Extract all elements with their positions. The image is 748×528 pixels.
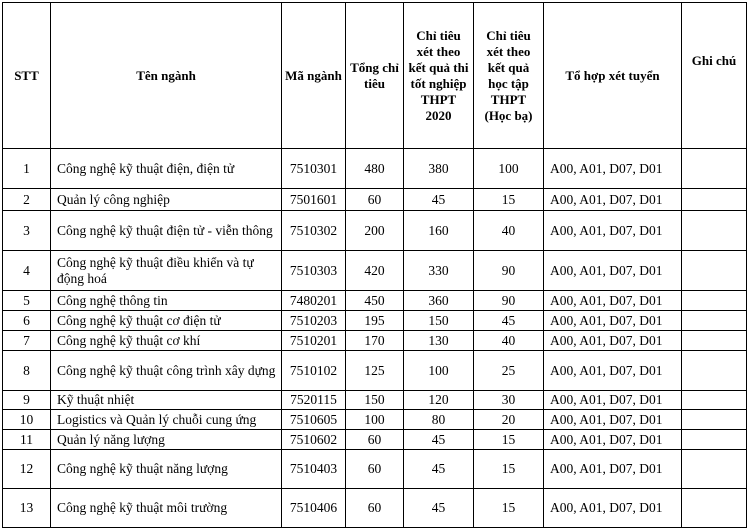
cell-note — [682, 291, 747, 311]
cell-hoc-ba-quota: 15 — [474, 430, 544, 450]
cell-major-name: Logistics và Quản lý chuỗi cung ứng — [51, 410, 282, 430]
table-row — [3, 211, 747, 251]
cell-stt: 10 — [3, 410, 51, 430]
cell-major-name: Công nghệ kỹ thuật điện tử - viễn thông — [51, 211, 282, 251]
cell-major-name: Công nghệ kỹ thuật điện, điện tử — [51, 149, 282, 189]
cell-total-quota: 60 — [346, 489, 404, 528]
cell-stt: 13 — [3, 489, 51, 528]
cell-major-name: Công nghệ kỹ thuật điều khiển và tự động hoá — [51, 251, 282, 291]
header-subject-combos: Tổ hợp xét tuyển — [544, 3, 682, 149]
cell-note — [682, 410, 747, 430]
table-row — [3, 331, 747, 351]
cell-note — [682, 251, 747, 291]
cell-major-name: Công nghệ kỹ thuật cơ khí — [51, 331, 282, 351]
table-row — [3, 311, 747, 331]
cell-thpt-exam-quota: 80 — [404, 410, 474, 430]
header-major-code: Mã ngành — [282, 3, 346, 149]
cell-thpt-exam-quota: 360 — [404, 291, 474, 311]
cell-subject-combos: A00, A01, D07, D01 — [544, 430, 682, 450]
header-hoc-ba-quota: Chỉ tiêu xét theo kết quả học tập THPT (Học bạ) — [474, 3, 544, 149]
cell-note — [682, 311, 747, 331]
cell-hoc-ba-quota: 100 — [474, 149, 544, 189]
cell-total-quota: 420 — [346, 251, 404, 291]
cell-hoc-ba-quota: 25 — [474, 351, 544, 391]
cell-major-code: 7510602 — [282, 430, 346, 450]
cell-hoc-ba-quota: 40 — [474, 211, 544, 251]
cell-note — [682, 450, 747, 489]
cell-note — [682, 351, 747, 391]
cell-major-name: Quản lý năng lượng — [51, 430, 282, 450]
cell-note — [682, 391, 747, 410]
cell-total-quota: 480 — [346, 149, 404, 189]
cell-subject-combos: A00, A01, D07, D01 — [544, 211, 682, 251]
cell-major-name: Quản lý công nghiệp — [51, 189, 282, 211]
cell-subject-combos: A00, A01, D07, D01 — [544, 291, 682, 311]
cell-hoc-ba-quota: 45 — [474, 311, 544, 331]
cell-major-name: Công nghệ thông tin — [51, 291, 282, 311]
cell-major-code: 7510302 — [282, 211, 346, 251]
header-major-name: Tên ngành — [51, 3, 282, 149]
cell-major-code: 7510201 — [282, 331, 346, 351]
cell-subject-combos: A00, A01, D07, D01 — [544, 189, 682, 211]
cell-total-quota: 60 — [346, 189, 404, 211]
cell-major-name: Công nghệ kỹ thuật cơ điện tử — [51, 311, 282, 331]
cell-stt: 7 — [3, 331, 51, 351]
cell-subject-combos: A00, A01, D07, D01 — [544, 351, 682, 391]
cell-note — [682, 189, 747, 211]
cell-stt: 8 — [3, 351, 51, 391]
cell-hoc-ba-quota: 90 — [474, 291, 544, 311]
cell-thpt-exam-quota: 380 — [404, 149, 474, 189]
cell-thpt-exam-quota: 160 — [404, 211, 474, 251]
cell-major-code: 7520115 — [282, 391, 346, 410]
cell-thpt-exam-quota: 45 — [404, 489, 474, 528]
cell-major-code: 7501601 — [282, 189, 346, 211]
cell-stt: 6 — [3, 311, 51, 331]
cell-stt: 11 — [3, 430, 51, 450]
header-row — [3, 3, 747, 149]
table-row — [3, 149, 747, 189]
cell-hoc-ba-quota: 15 — [474, 450, 544, 489]
header-note: Ghi chú — [682, 3, 747, 149]
cell-total-quota: 100 — [346, 410, 404, 430]
cell-major-name: Kỹ thuật nhiệt — [51, 391, 282, 410]
admission-quota-table — [2, 2, 747, 528]
cell-major-code: 7510406 — [282, 489, 346, 528]
cell-total-quota: 200 — [346, 211, 404, 251]
cell-stt: 1 — [3, 149, 51, 189]
cell-total-quota: 125 — [346, 351, 404, 391]
cell-hoc-ba-quota: 40 — [474, 331, 544, 351]
cell-major-name: Công nghệ kỹ thuật công trình xây dựng — [51, 351, 282, 391]
cell-thpt-exam-quota: 130 — [404, 331, 474, 351]
table-row — [3, 450, 747, 489]
table-row — [3, 430, 747, 450]
cell-stt: 4 — [3, 251, 51, 291]
cell-major-code: 7510303 — [282, 251, 346, 291]
cell-thpt-exam-quota: 330 — [404, 251, 474, 291]
cell-stt: 2 — [3, 189, 51, 211]
cell-thpt-exam-quota: 45 — [404, 430, 474, 450]
cell-major-code: 7510605 — [282, 410, 346, 430]
cell-subject-combos: A00, A01, D07, D01 — [544, 450, 682, 489]
header-thpt-exam-quota: Chỉ tiêu xét theo kết quả thi tốt nghiệp THPT 2020 — [404, 3, 474, 149]
table-row — [3, 410, 747, 430]
cell-subject-combos: A00, A01, D07, D01 — [544, 311, 682, 331]
cell-total-quota: 450 — [346, 291, 404, 311]
cell-note — [682, 430, 747, 450]
cell-subject-combos: A00, A01, D07, D01 — [544, 331, 682, 351]
cell-hoc-ba-quota: 15 — [474, 489, 544, 528]
cell-major-code: 7510102 — [282, 351, 346, 391]
cell-major-code: 7510301 — [282, 149, 346, 189]
table-row — [3, 391, 747, 410]
cell-thpt-exam-quota: 100 — [404, 351, 474, 391]
table-row — [3, 251, 747, 291]
header-total-quota: Tổng chỉ tiêu — [346, 3, 404, 149]
cell-thpt-exam-quota: 45 — [404, 450, 474, 489]
cell-subject-combos: A00, A01, D07, D01 — [544, 489, 682, 528]
cell-stt: 9 — [3, 391, 51, 410]
cell-thpt-exam-quota: 150 — [404, 311, 474, 331]
cell-total-quota: 170 — [346, 331, 404, 351]
cell-thpt-exam-quota: 45 — [404, 189, 474, 211]
cell-major-name: Công nghệ kỹ thuật năng lượng — [51, 450, 282, 489]
cell-thpt-exam-quota: 120 — [404, 391, 474, 410]
cell-hoc-ba-quota: 30 — [474, 391, 544, 410]
cell-major-name: Công nghệ kỹ thuật môi trường — [51, 489, 282, 528]
cell-hoc-ba-quota: 15 — [474, 189, 544, 211]
cell-subject-combos: A00, A01, D07, D01 — [544, 149, 682, 189]
table-row — [3, 291, 747, 311]
cell-stt: 12 — [3, 450, 51, 489]
cell-hoc-ba-quota: 20 — [474, 410, 544, 430]
cell-note — [682, 489, 747, 528]
cell-major-code: 7510403 — [282, 450, 346, 489]
cell-total-quota: 60 — [346, 450, 404, 489]
cell-stt: 3 — [3, 211, 51, 251]
cell-total-quota: 195 — [346, 311, 404, 331]
cell-hoc-ba-quota: 90 — [474, 251, 544, 291]
table-row — [3, 489, 747, 528]
cell-note — [682, 211, 747, 251]
cell-subject-combos: A00, A01, D07, D01 — [544, 410, 682, 430]
table-row — [3, 189, 747, 211]
cell-subject-combos: A00, A01, D07, D01 — [544, 391, 682, 410]
cell-total-quota: 150 — [346, 391, 404, 410]
header-stt: STT — [3, 3, 51, 149]
cell-note — [682, 149, 747, 189]
table-row — [3, 351, 747, 391]
cell-major-code: 7480201 — [282, 291, 346, 311]
cell-major-code: 7510203 — [282, 311, 346, 331]
cell-stt: 5 — [3, 291, 51, 311]
cell-note — [682, 331, 747, 351]
cell-total-quota: 60 — [346, 430, 404, 450]
cell-subject-combos: A00, A01, D07, D01 — [544, 251, 682, 291]
